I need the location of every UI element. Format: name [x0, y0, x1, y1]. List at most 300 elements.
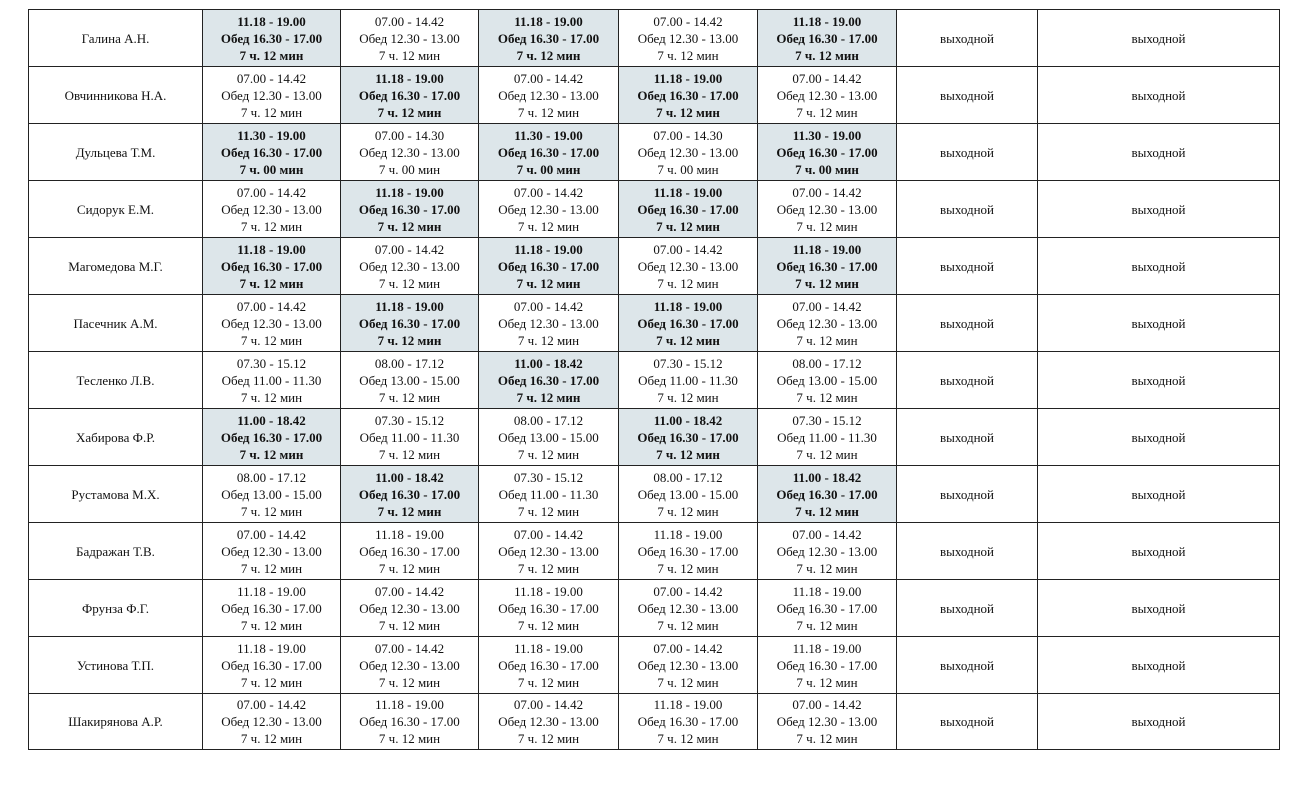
day-off-cell: выходной: [1038, 295, 1280, 352]
lunch-break: Обед 12.30 - 13.00: [776, 201, 878, 217]
shift-duration: 7 ч. 12 мин: [796, 332, 858, 348]
shift-duration: 7 ч. 12 мин: [240, 560, 303, 576]
table-row: [29, 409, 1280, 466]
lunch-break: Обед 16.30 - 17.00: [637, 429, 739, 445]
shift-duration: 7 ч. 12 мин: [517, 332, 580, 348]
shift-duration: 7 ч. 12 мин: [240, 332, 303, 348]
shift-hours: 07.00 - 14.30: [374, 127, 445, 143]
shift-duration: 7 ч. 12 мин: [517, 560, 580, 576]
lunch-break: Обед 16.30 - 17.00: [221, 600, 322, 616]
shift-hours: 11.18 - 19.00: [792, 640, 862, 656]
shift-hours: 07.00 - 14.42: [236, 697, 307, 712]
shift-cell: [203, 10, 341, 67]
shift-duration: 7 ч. 12 мин: [657, 47, 719, 63]
lunch-break: Обед 16.30 - 17.00: [359, 543, 460, 559]
shift-hours: 07.00 - 14.42: [653, 241, 723, 257]
lunch-break: Обед 12.30 - 13.00: [221, 201, 322, 217]
shift-duration: 7 ч. 12 мин: [656, 446, 720, 462]
shift-hours: 11.00 - 18.42: [514, 355, 583, 371]
lunch-break: Обед 12.30 - 13.00: [359, 600, 460, 616]
shift-hours: 11.00 - 18.42: [237, 412, 306, 428]
shift-hours: 11.30 - 19.00: [792, 127, 862, 143]
shift-duration: 7 ч. 12 мин: [657, 503, 719, 519]
lunch-break: Обед 16.30 - 17.00: [498, 600, 599, 616]
shift-cell: [341, 10, 479, 67]
shift-hours: 07.00 - 14.42: [236, 526, 307, 542]
shift-hours: 11.18 - 19.00: [375, 184, 444, 200]
shift-duration: 7 ч. 12 мин: [239, 446, 304, 462]
lunch-break: Обед 12.30 - 13.00: [498, 201, 599, 217]
lunch-break: Обед 12.30 - 13.00: [359, 258, 460, 274]
lunch-break: Обед 12.30 - 13.00: [359, 657, 460, 673]
shift-cell: [479, 580, 619, 637]
table-row: [29, 637, 1280, 694]
shift-cell: [758, 10, 897, 67]
shift-duration: 7 ч. 12 мин: [240, 104, 303, 120]
lunch-break: Обед 12.30 - 13.00: [359, 144, 460, 160]
lunch-break: Обед 12.30 - 13.00: [498, 87, 599, 103]
shift-cell: [758, 124, 897, 181]
employee-name: Пасечник А.М.: [29, 295, 203, 352]
shift-cell: [341, 67, 479, 124]
lunch-break: Обед 13.00 - 15.00: [637, 486, 739, 502]
shift-hours: 07.00 - 14.42: [792, 184, 862, 200]
shift-duration: 7 ч. 00 мин: [657, 161, 719, 177]
shift-cell: [479, 238, 619, 295]
day-off-cell: выходной: [1038, 409, 1280, 466]
shift-cell: [479, 694, 619, 750]
shift-hours: 08.00 - 17.12: [513, 412, 584, 428]
shift-hours: 11.18 - 19.00: [514, 583, 583, 599]
table-row: [29, 466, 1280, 523]
shift-duration: 7 ч. 12 мин: [796, 389, 858, 405]
shift-cell: [479, 295, 619, 352]
day-off-cell: выходной: [897, 295, 1038, 352]
day-off-cell: выходной: [1038, 352, 1280, 409]
shift-cell: [341, 238, 479, 295]
shift-cell: [758, 637, 897, 694]
shift-hours: 07.00 - 14.42: [792, 298, 862, 314]
shift-hours: 11.18 - 19.00: [653, 184, 723, 200]
shift-hours: 07.00 - 14.42: [374, 241, 445, 257]
schedule-table: [28, 9, 1280, 750]
shift-duration: 7 ч. 00 мин: [795, 161, 859, 177]
shift-hours: 08.00 - 17.12: [792, 355, 862, 371]
shift-hours: 07.00 - 14.42: [653, 640, 723, 656]
lunch-break: Обед 12.30 - 13.00: [637, 144, 739, 160]
shift-hours: 11.18 - 19.00: [653, 70, 723, 86]
lunch-break: Обед 16.30 - 17.00: [359, 714, 460, 729]
shift-duration: 7 ч. 12 мин: [795, 503, 859, 519]
lunch-break: Обед 12.30 - 13.00: [637, 600, 739, 616]
shift-cell: [341, 694, 479, 750]
shift-cell: [619, 580, 758, 637]
day-off-cell: выходной: [1038, 523, 1280, 580]
shift-duration: 7 ч. 12 мин: [657, 389, 719, 405]
table-row: [29, 181, 1280, 238]
shift-cell: [758, 295, 897, 352]
shift-hours: 07.00 - 14.42: [792, 70, 862, 86]
shift-duration: 7 ч. 12 мин: [517, 674, 580, 690]
shift-hours: 11.18 - 19.00: [792, 583, 862, 599]
shift-hours: 11.18 - 19.00: [375, 298, 444, 314]
employee-name: Рустамова М.Х.: [29, 466, 203, 523]
shift-cell: [341, 580, 479, 637]
lunch-break: Обед 16.30 - 17.00: [776, 258, 878, 274]
table-row: [29, 295, 1280, 352]
shift-duration: 7 ч. 12 мин: [240, 389, 303, 405]
lunch-break: Обед 12.30 - 13.00: [776, 714, 878, 729]
shift-duration: 7 ч. 12 мин: [656, 104, 720, 120]
shift-duration: 7 ч. 12 мин: [796, 617, 858, 633]
shift-cell: [619, 694, 758, 750]
shift-duration: 7 ч. 12 мин: [378, 617, 441, 633]
employee-name: Сидорук Е.М.: [29, 181, 203, 238]
day-off-cell: выходной: [897, 409, 1038, 466]
shift-duration: 7 ч. 12 мин: [378, 446, 441, 462]
day-off-cell: выходной: [1038, 124, 1280, 181]
shift-hours: 11.18 - 19.00: [792, 241, 862, 257]
shift-duration: 7 ч. 12 мин: [377, 503, 442, 519]
shift-duration: 7 ч. 12 мин: [657, 275, 719, 291]
shift-duration: 7 ч. 12 мин: [795, 275, 859, 291]
shift-hours: 11.18 - 19.00: [237, 241, 306, 257]
lunch-break: Обед 16.30 - 17.00: [637, 87, 739, 103]
lunch-break: Обед 16.30 - 17.00: [220, 30, 323, 46]
day-off-cell: выходной: [897, 181, 1038, 238]
shift-cell: [758, 181, 897, 238]
lunch-break: Обед 12.30 - 13.00: [776, 543, 878, 559]
lunch-break: Обед 16.30 - 17.00: [776, 657, 878, 673]
shift-duration: 7 ч. 12 мин: [656, 218, 720, 234]
shift-hours: 07.00 - 14.42: [513, 70, 584, 86]
shift-duration: 7 ч. 12 мин: [377, 104, 442, 120]
shift-cell: [619, 10, 758, 67]
shift-cell: [479, 409, 619, 466]
shift-hours: 07.00 - 14.42: [374, 583, 445, 599]
shift-hours: 07.00 - 14.42: [792, 526, 862, 542]
shift-hours: 11.18 - 19.00: [514, 241, 583, 257]
shift-cell: [341, 124, 479, 181]
day-off-cell: выходной: [1038, 466, 1280, 523]
shift-hours: 11.30 - 19.00: [514, 127, 583, 143]
shift-duration: 7 ч. 12 мин: [516, 275, 581, 291]
shift-cell: [203, 352, 341, 409]
shift-duration: 7 ч. 12 мин: [517, 446, 580, 462]
shift-duration: 7 ч. 12 мин: [657, 617, 719, 633]
shift-hours: 11.00 - 18.42: [653, 412, 723, 428]
lunch-break: Обед 16.30 - 17.00: [221, 657, 322, 673]
lunch-break: Обед 12.30 - 13.00: [637, 657, 739, 673]
shift-hours: 08.00 - 17.12: [236, 469, 307, 485]
lunch-break: Обед 16.30 - 17.00: [776, 600, 878, 616]
shift-cell: [758, 238, 897, 295]
shift-hours: 11.18 - 19.00: [237, 583, 306, 599]
day-off-cell: выходной: [1038, 694, 1280, 750]
shift-cell: [758, 694, 897, 750]
day-off-cell: выходной: [897, 637, 1038, 694]
shift-hours: 07.00 - 14.42: [236, 70, 307, 86]
shift-duration: 7 ч. 12 мин: [517, 617, 580, 633]
shift-duration: 7 ч. 00 мин: [239, 161, 304, 177]
shift-cell: [758, 580, 897, 637]
shift-hours: 07.00 - 14.42: [513, 184, 584, 200]
shift-cell: [203, 67, 341, 124]
shift-duration: 7 ч. 12 мин: [378, 47, 441, 63]
shift-hours: 07.00 - 14.42: [374, 13, 445, 29]
shift-hours: 08.00 - 17.12: [374, 355, 445, 371]
day-off-cell: выходной: [1038, 10, 1280, 67]
shift-duration: 7 ч. 12 мин: [240, 503, 303, 519]
shift-cell: [341, 352, 479, 409]
day-off-cell: выходной: [1038, 67, 1280, 124]
shift-hours: 07.30 - 15.12: [374, 412, 445, 428]
day-off-cell: выходной: [897, 124, 1038, 181]
shift-duration: 7 ч. 12 мин: [378, 275, 441, 291]
employee-name: Хабирова Ф.Р.: [29, 409, 203, 466]
shift-duration: 7 ч. 12 мин: [796, 446, 858, 462]
employee-name: Шакирянова А.Р.: [29, 694, 203, 750]
day-off-cell: выходной: [897, 10, 1038, 67]
table-row: [29, 238, 1280, 295]
shift-hours: 11.00 - 18.42: [792, 469, 862, 485]
shift-hours: 07.00 - 14.42: [513, 298, 584, 314]
employee-name: Фрунза Ф.Г.: [29, 580, 203, 637]
shift-hours: 11.18 - 19.00: [514, 640, 583, 656]
lunch-break: Обед 12.30 - 13.00: [637, 258, 739, 274]
lunch-break: Обед 16.30 - 17.00: [358, 87, 461, 103]
shift-hours: 07.00 - 14.42: [236, 184, 307, 200]
shift-hours: 08.00 - 17.12: [653, 469, 723, 485]
shift-hours: 11.18 - 19.00: [653, 298, 723, 314]
schedule-body: [29, 10, 1280, 750]
shift-cell: [758, 67, 897, 124]
shift-cell: [341, 409, 479, 466]
shift-cell: [619, 67, 758, 124]
day-off-cell: выходной: [897, 580, 1038, 637]
day-off-cell: выходной: [897, 352, 1038, 409]
shift-duration: 7 ч. 12 мин: [517, 731, 580, 746]
employee-name: Устинова Т.П.: [29, 637, 203, 694]
shift-cell: [619, 238, 758, 295]
shift-duration: 7 ч. 12 мин: [240, 617, 303, 633]
shift-cell: [341, 523, 479, 580]
shift-hours: 11.18 - 19.00: [237, 13, 306, 29]
lunch-break: Обед 12.30 - 13.00: [221, 87, 322, 103]
shift-hours: 11.00 - 18.42: [375, 469, 444, 485]
shift-hours: 11.18 - 19.00: [653, 526, 723, 542]
lunch-break: Обед 16.30 - 17.00: [358, 201, 461, 217]
employee-name: Магомедова М.Г.: [29, 238, 203, 295]
shift-cell: [619, 409, 758, 466]
shift-hours: 11.18 - 19.00: [653, 697, 723, 712]
shift-cell: [479, 352, 619, 409]
shift-duration: 7 ч. 12 мин: [516, 389, 581, 405]
day-off-cell: выходной: [897, 238, 1038, 295]
lunch-break: Обед 11.00 - 11.30: [498, 486, 599, 502]
shift-duration: 7 ч. 12 мин: [517, 218, 580, 234]
shift-duration: 7 ч. 12 мин: [240, 218, 303, 234]
shift-cell: [341, 181, 479, 238]
shift-cell: [619, 295, 758, 352]
shift-cell: [758, 466, 897, 523]
table-row: [29, 523, 1280, 580]
shift-cell: [619, 637, 758, 694]
shift-cell: [203, 580, 341, 637]
shift-duration: 7 ч. 12 мин: [657, 674, 719, 690]
shift-duration: 7 ч. 12 мин: [239, 47, 304, 63]
employee-name: Бадражан Т.В.: [29, 523, 203, 580]
lunch-break: Обед 12.30 - 13.00: [776, 315, 878, 331]
shift-duration: 7 ч. 12 мин: [377, 332, 442, 348]
shift-hours: 11.18 - 19.00: [375, 526, 444, 542]
shift-hours: 11.18 - 19.00: [514, 13, 583, 29]
shift-duration: 7 ч. 12 мин: [517, 503, 580, 519]
lunch-break: Обед 12.30 - 13.00: [498, 315, 599, 331]
shift-cell: [203, 124, 341, 181]
shift-cell: [203, 238, 341, 295]
shift-duration: 7 ч. 00 мин: [516, 161, 581, 177]
shift-cell: [203, 523, 341, 580]
lunch-break: Обед 16.30 - 17.00: [220, 258, 323, 274]
shift-duration: 7 ч. 12 мин: [240, 674, 303, 690]
shift-hours: 07.30 - 15.12: [653, 355, 723, 371]
lunch-break: Обед 16.30 - 17.00: [220, 429, 323, 445]
lunch-break: Обед 16.30 - 17.00: [358, 315, 461, 331]
shift-cell: [758, 409, 897, 466]
shift-duration: 7 ч. 00 мин: [378, 161, 441, 177]
shift-hours: 07.00 - 14.30: [653, 127, 723, 143]
shift-duration: 7 ч. 12 мин: [517, 104, 580, 120]
lunch-break: Обед 12.30 - 13.00: [776, 87, 878, 103]
lunch-break: Обед 16.30 - 17.00: [498, 657, 599, 673]
shift-duration: 7 ч. 12 мин: [378, 731, 441, 746]
lunch-break: Обед 11.00 - 11.30: [221, 372, 322, 388]
shift-duration: 7 ч. 12 мин: [378, 674, 441, 690]
shift-cell: [203, 694, 341, 750]
table-row: [29, 67, 1280, 124]
lunch-break: Обед 16.30 - 17.00: [497, 258, 600, 274]
table-row: [29, 124, 1280, 181]
lunch-break: Обед 16.30 - 17.00: [497, 144, 600, 160]
shift-hours: 07.00 - 14.42: [513, 697, 584, 712]
lunch-break: Обед 12.30 - 13.00: [221, 543, 322, 559]
shift-hours: 07.00 - 14.42: [236, 298, 307, 314]
shift-hours: 07.00 - 14.42: [792, 697, 862, 712]
shift-duration: 7 ч. 12 мин: [796, 218, 858, 234]
lunch-break: Обед 13.00 - 15.00: [359, 372, 460, 388]
shift-hours: 11.18 - 19.00: [375, 70, 444, 86]
shift-cell: [203, 466, 341, 523]
shift-hours: 11.18 - 19.00: [237, 640, 306, 656]
shift-cell: [341, 637, 479, 694]
day-off-cell: выходной: [897, 67, 1038, 124]
shift-duration: 7 ч. 12 мин: [378, 389, 441, 405]
lunch-break: Обед 16.30 - 17.00: [497, 30, 600, 46]
shift-cell: [479, 124, 619, 181]
lunch-break: Обед 16.30 - 17.00: [637, 201, 739, 217]
day-off-cell: выходной: [897, 694, 1038, 750]
shift-duration: 7 ч. 12 мин: [240, 731, 303, 746]
day-off-cell: выходной: [897, 466, 1038, 523]
shift-cell: [479, 67, 619, 124]
shift-duration: 7 ч. 12 мин: [796, 560, 858, 576]
lunch-break: Обед 12.30 - 13.00: [637, 30, 739, 46]
lunch-break: Обед 16.30 - 17.00: [776, 144, 878, 160]
shift-cell: [619, 352, 758, 409]
employee-name: Дульцева Т.М.: [29, 124, 203, 181]
shift-hours: 07.30 - 15.12: [236, 355, 307, 371]
shift-duration: 7 ч. 12 мин: [656, 332, 720, 348]
shift-duration: 7 ч. 12 мин: [239, 275, 304, 291]
shift-cell: [341, 295, 479, 352]
shift-cell: [619, 181, 758, 238]
lunch-break: Обед 12.30 - 13.00: [221, 714, 322, 729]
table-row: [29, 694, 1280, 750]
shift-cell: [479, 10, 619, 67]
shift-duration: 7 ч. 12 мин: [516, 47, 581, 63]
lunch-break: Обед 16.30 - 17.00: [637, 714, 739, 729]
employee-name: Овчинникова Н.А.: [29, 67, 203, 124]
shift-hours: 07.00 - 14.42: [374, 640, 445, 656]
lunch-break: Обед 11.00 - 11.30: [638, 372, 738, 388]
shift-cell: [479, 637, 619, 694]
employee-name: Тесленко Л.В.: [29, 352, 203, 409]
day-off-cell: выходной: [1038, 637, 1280, 694]
shift-cell: [619, 523, 758, 580]
shift-cell: [619, 466, 758, 523]
shift-cell: [341, 466, 479, 523]
shift-hours: 11.30 - 19.00: [237, 127, 306, 143]
shift-hours: 07.00 - 14.42: [653, 13, 723, 29]
shift-cell: [479, 466, 619, 523]
employee-name: Галина А.Н.: [29, 10, 203, 67]
day-off-cell: выходной: [1038, 181, 1280, 238]
shift-hours: 11.18 - 19.00: [375, 697, 444, 712]
shift-cell: [203, 409, 341, 466]
shift-duration: 7 ч. 12 мин: [657, 560, 719, 576]
lunch-break: Обед 12.30 - 13.00: [359, 30, 460, 46]
day-off-cell: выходной: [1038, 580, 1280, 637]
shift-cell: [758, 352, 897, 409]
day-off-cell: выходной: [897, 523, 1038, 580]
shift-hours: 11.18 - 19.00: [792, 13, 862, 29]
shift-cell: [203, 181, 341, 238]
day-off-cell: выходной: [1038, 238, 1280, 295]
shift-duration: 7 ч. 12 мин: [657, 731, 719, 746]
shift-hours: 07.30 - 15.12: [792, 412, 862, 428]
lunch-break: Обед 16.30 - 17.00: [776, 30, 878, 46]
lunch-break: Обед 12.30 - 13.00: [498, 543, 599, 559]
shift-duration: 7 ч. 12 мин: [377, 218, 442, 234]
shift-cell: [203, 295, 341, 352]
lunch-break: Обед 11.00 - 11.30: [359, 429, 460, 445]
lunch-break: Обед 16.30 - 17.00: [220, 144, 323, 160]
lunch-break: Обед 16.30 - 17.00: [637, 315, 739, 331]
shift-cell: [203, 637, 341, 694]
shift-cell: [758, 523, 897, 580]
shift-duration: 7 ч. 12 мин: [796, 674, 858, 690]
shift-cell: [619, 124, 758, 181]
table-row: [29, 10, 1280, 67]
lunch-break: Обед 16.30 - 17.00: [637, 543, 739, 559]
lunch-break: Обед 13.00 - 15.00: [498, 429, 599, 445]
shift-duration: 7 ч. 12 мин: [796, 731, 858, 746]
shift-duration: 7 ч. 12 мин: [795, 47, 859, 63]
lunch-break: Обед 13.00 - 15.00: [221, 486, 322, 502]
lunch-break: Обед 16.30 - 17.00: [497, 372, 600, 388]
shift-duration: 7 ч. 12 мин: [796, 104, 858, 120]
